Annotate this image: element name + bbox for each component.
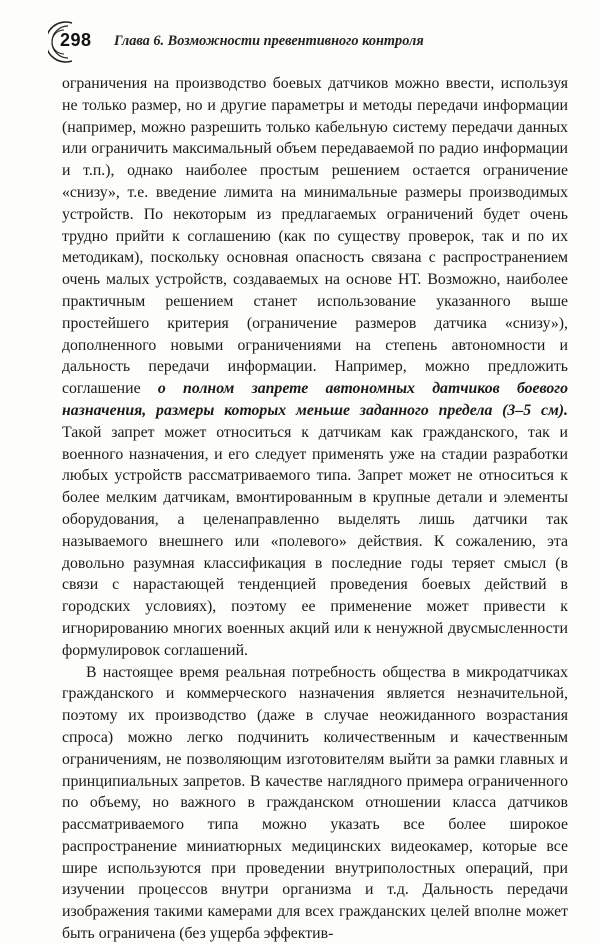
text-run: В настоящее время реальная потребность общества в микродатчиках гражданского и коммерческого назначения является незначительной, поэтому их производство (даже в случае неожиданного возрастания спроса) можно легко подчинить количественным и качественным ограничениям, не позволяющим изготовителям выйти за рамки главных и принципиальных запретов. В качестве наглядного примера ограниченного по объему, но важного в гражданском отношении класса датчиков рассматриваемого типа можно указать все более широкое распространение миниатюрных медицинских видеокамер, которые все шире используются при проведении внутриполостных операций, при изучении процессов внутри организма и т.д. Дальность передачи изображения такими камерами для всех гражданских целей вполне может быть ограничена (без ущерба эффектив- [62, 663, 568, 943]
page-number: 298 [60, 30, 92, 50]
text-run: ограничения на производство боевых датчиков можно ввести, используя не только размер, но и другие параметры и методы передачи информации (например, можно разрешить только кабельную систему передачи данных или ограничить максимальный объем передаваемой по радио информации и т.п.), однако наиболее простым решением остается ограничение «снизу», т.е. введение лимита на минимальные размеры производимых устройств. По некоторым из предлагаемых ограничений будет очень трудно прийти к соглашению (как по существу проверок, так и по их методикам), поскольку основная опасность связана с распространением очень малых устройств, создаваемых на основе НТ. Возможно, наиболее практичным решением станет использование указанного выше простейшего критерия (ограничение размеров датчика «снизу»), дополненного новыми ограничениями на степень автономности и дальность передачи информации. Например, можно предложить соглашение [62, 75, 568, 398]
paragraph [62, 73, 568, 662]
emphasized-text: о полном запрете автономных датчиков боевого назначения, размеры которых меньше заданного предела (3–5 см). [62, 380, 569, 419]
paragraph [62, 662, 568, 945]
running-head: Глава 6. Возможности превентивного контроля [114, 33, 424, 49]
text-run: Такой запрет может относиться к датчикам как гражданского, так и военного назначения, и его следует применять уже на стадии разработки любых устройств рассматриваемого типа. Запрет может не относиться к более мелким датчикам, вмонтированным в крупные детали и элементы оборудования, а целенаправленно выделять лишь датчики так называемого внешнего или «полевого» действия. К сожалению, эта довольно разумная классификация в последние годы теряет смысл (в связи с нарастающей тенденцией проведения боевых действий в городских условиях), поэтому ее применение может привести к игнорированию многих военных акций или к ненужной двусмысленности формулировок соглашений. [62, 423, 568, 659]
page-header [48, 20, 568, 64]
body-text [62, 73, 568, 945]
